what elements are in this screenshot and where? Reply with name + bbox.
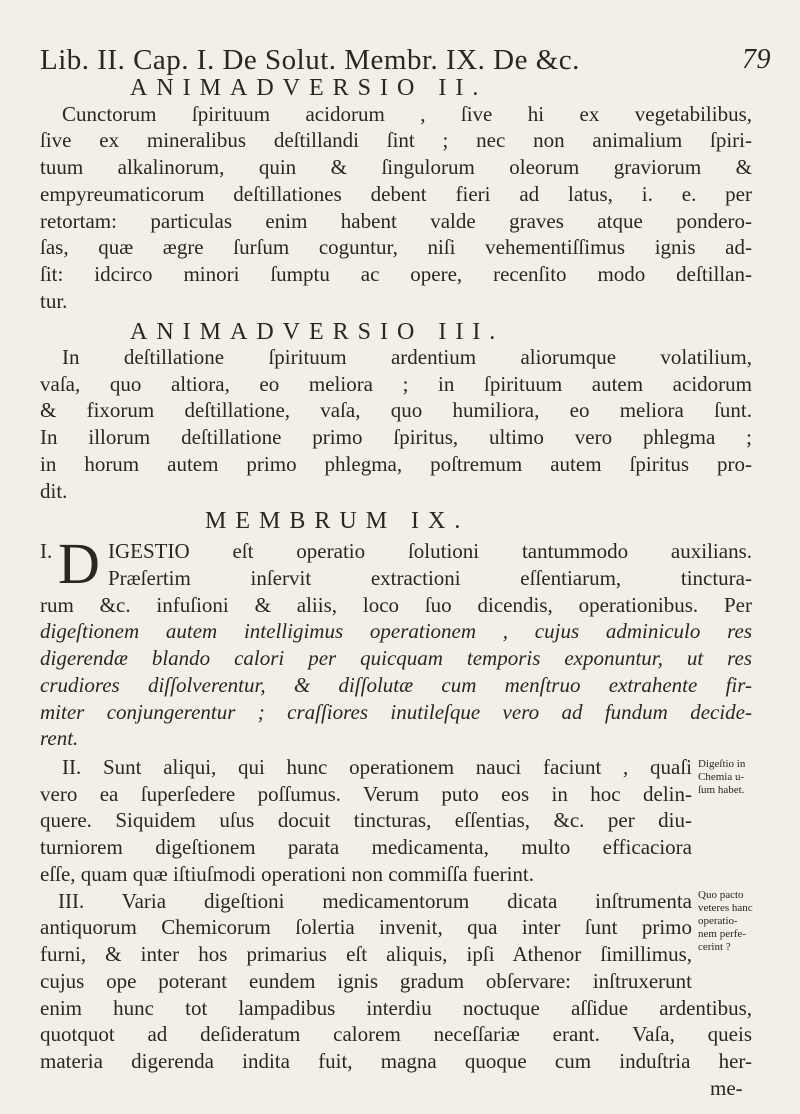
text-line: antiquorum Chemicorum ſolertia invenit, qua inter ſunt primo <box>40 915 692 940</box>
margin-note-line: Chemia u- <box>698 770 745 783</box>
text-line: IGESTIO eſt operatio ſolutioni tantummodo auxilians. <box>108 539 752 564</box>
text-line: In illorum deſtillatione primo ſpiritus, ultimo vero phlegma ; <box>40 425 752 450</box>
text-line: in horum autem primo phlegma, poſtremum autem ſpiritus pro- <box>40 451 752 476</box>
text-line: vero ea ſuperſedere poſſumus. Verum puto eos in hoc delin- <box>40 781 692 806</box>
text-line: eſſe, quam quæ iſtiuſmodi operationi non commiſſa fuerint. <box>40 861 534 886</box>
text-line: ſive ex mineralibus deſtillandi ſint ; nec non animalium ſpiri- <box>40 128 752 153</box>
text-line: ſas, quæ ægre ſurſum coguntur, niſi vehementiſſimus ignis ad- <box>40 235 752 260</box>
text-line: III. Varia digeſtioni medicamentorum dicata inſtrumenta <box>58 888 692 913</box>
section-heading: ANIMADVERSIO III. <box>130 319 505 346</box>
text-line: vaſa, quo altiora, eo meliora ; in ſpirituum autem acidorum <box>40 371 752 396</box>
margin-note-line: cerint ? <box>698 941 731 954</box>
margin-note-line: ſum habet. <box>698 783 745 796</box>
margin-note <box>698 758 794 797</box>
catchword: me- <box>710 1075 743 1100</box>
text-line: II. Sunt aliqui, qui hunc operationem nauci faciunt , quaſi <box>62 754 692 779</box>
text-line: In deſtillatione ſpirituum ardentium aliorumque volatilium, <box>62 345 752 369</box>
text-line: quere. Siquidem uſus docuit tincturas, eſſentias, &c. per diu- <box>40 808 692 833</box>
text-line: empyreumaticorum deſtillationes debent fieri ad latus, i. e. per <box>40 181 752 206</box>
paragraph-number: I. <box>40 539 53 564</box>
text-line: & fixorum deſtillatione, vaſa, quo humiliora, eo meliora ſunt. <box>40 398 752 423</box>
text-line: Præſertim inſervit extractioni eſſentiarum, tinctura- <box>108 566 752 591</box>
running-head-title: Lib. II. Cap. I. De Solut. Membr. IX. De &c. <box>40 44 580 76</box>
page-number: 79 <box>742 44 771 75</box>
drop-capital: D <box>58 530 100 596</box>
text-line: quotquot ad deſideratum calorem neceſſariæ erant. Vaſa, queis <box>40 1022 752 1047</box>
text-line: rent. <box>40 726 79 751</box>
text-line: furni, & inter hos primarius eſt aliquis, ipſi Athenor ſimillimus, <box>40 942 692 967</box>
margin-note-line: nem perfe- <box>698 928 746 941</box>
text-line: tuum alkalinorum, quin & ſingulorum oleorum graviorum & <box>40 155 752 180</box>
text-line: cujus ope poterant eundem ignis gradum obſervare: inſtruxerunt <box>40 968 692 993</box>
text-line: turniorem digeſtionem parata medicamenta, multo efficaciora <box>40 835 692 860</box>
text-line: rum &c. infuſioni & aliis, loco ſuo dicendis, operationibus. Per <box>40 592 752 617</box>
text-line: dit. <box>40 478 68 503</box>
text-line: enim hunc tot lampadibus interdiu noctuque aſſidue ardentibus, <box>40 995 752 1020</box>
running-head <box>40 44 771 77</box>
text-line: materia digerenda indita fuit, magna quoque cum induſtria her- <box>40 1049 752 1074</box>
text-line: digerendæ blando calori per quicquam temporis exponuntur, ut res <box>40 646 752 671</box>
margin-note-line: Digeſtio in <box>698 757 746 770</box>
text-line: Cunctorum ſpirituum acidorum , ſive hi ex vegetabilibus, <box>62 101 752 126</box>
margin-note-line: operatio- <box>698 915 738 928</box>
text-line: ſit: idcirco minori ſumptu ac opere, recenſito modo deſtillan- <box>40 262 752 287</box>
membrum-heading: MEMBRUM IX. <box>205 507 470 534</box>
margin-note-line: veteres hanc <box>698 902 753 915</box>
margin-note-line: Quo pacto <box>698 889 744 902</box>
text-line: tur. <box>40 288 68 313</box>
text-line: retortam: particulas enim habent valde graves atque pondero- <box>40 208 752 233</box>
text-line: miter conjungerentur ; craſſiores inutileſque vero ad fundum decide- <box>40 699 752 724</box>
text-line: digeſtionem autem intelligimus operationem , cujus adminiculo res <box>40 619 752 644</box>
margin-note <box>698 889 794 954</box>
section-heading: ANIMADVERSIO II. <box>130 74 488 101</box>
text-line: crudiores diſſolverentur, & diſſolutæ cum menſtruo extrahente fir- <box>40 672 752 697</box>
